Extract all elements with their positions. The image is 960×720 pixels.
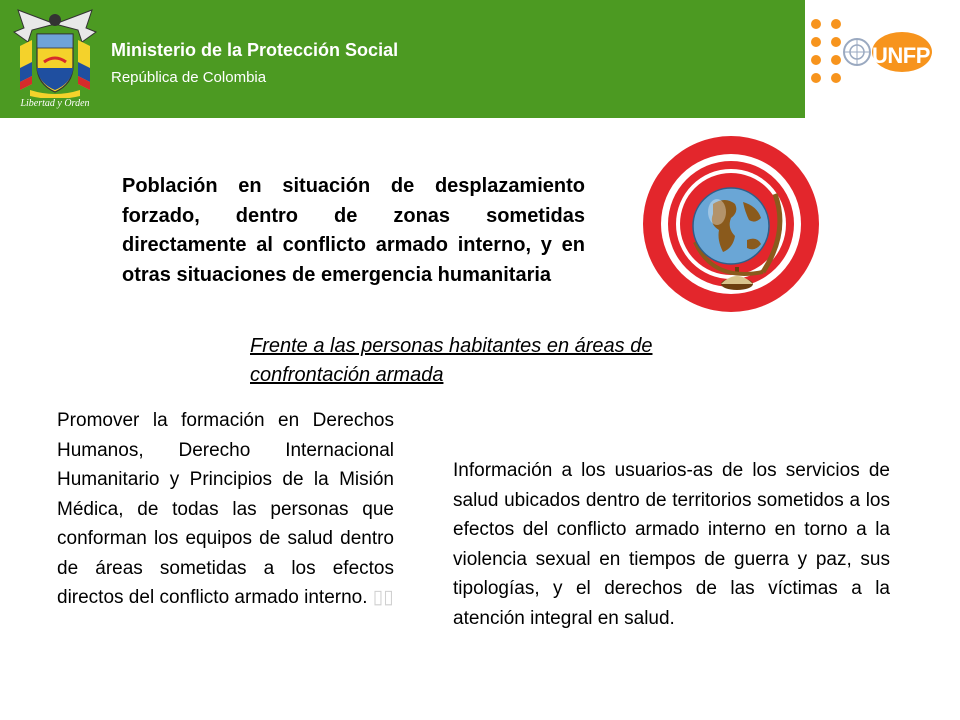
ministry-subtitle: República de Colombia	[111, 69, 267, 86]
section-subheading: Frente a las personas habitantes en áreas de confrontación armada	[250, 335, 653, 386]
left-column-body: Promover la formación en Derechos Humanos, Derecho Internacional Humanitario y Principios de la Misión Médica, de todas las personas que conforman los equipos de salud dentro de áreas sometidas a los efectos directos del conflicto armado interno.	[57, 410, 394, 608]
ministry-title: Ministerio de la Protección Social	[111, 40, 399, 60]
left-column-text	[57, 406, 394, 613]
colombia-coat-of-arms-icon	[10, 6, 100, 112]
right-column-text: Información a los usuarios-as de los servicios de salud ubicados dentro de territorios sometidos a los efectos del conflicto armado interno en torno a la violencia sexual en tiempos de guerra y paz, sus tipologías, y el derechos de las víctimas a la atención integral en salud.	[453, 460, 890, 629]
unfpa-logo-text: UNFPA	[872, 43, 944, 68]
trailing-glyphs: ▯▯	[372, 587, 394, 608]
section-heading: Población en situación de desplazamiento forzado, dentro de zonas sometidas directamente al conflicto armado interno, y en otras situaciones de emergencia humanitaria	[122, 175, 585, 286]
header-banner	[0, 0, 805, 118]
un-emblem-icon	[844, 39, 870, 65]
crest-motto: Libertad y Orden	[20, 98, 90, 109]
globe-icon	[643, 132, 819, 316]
